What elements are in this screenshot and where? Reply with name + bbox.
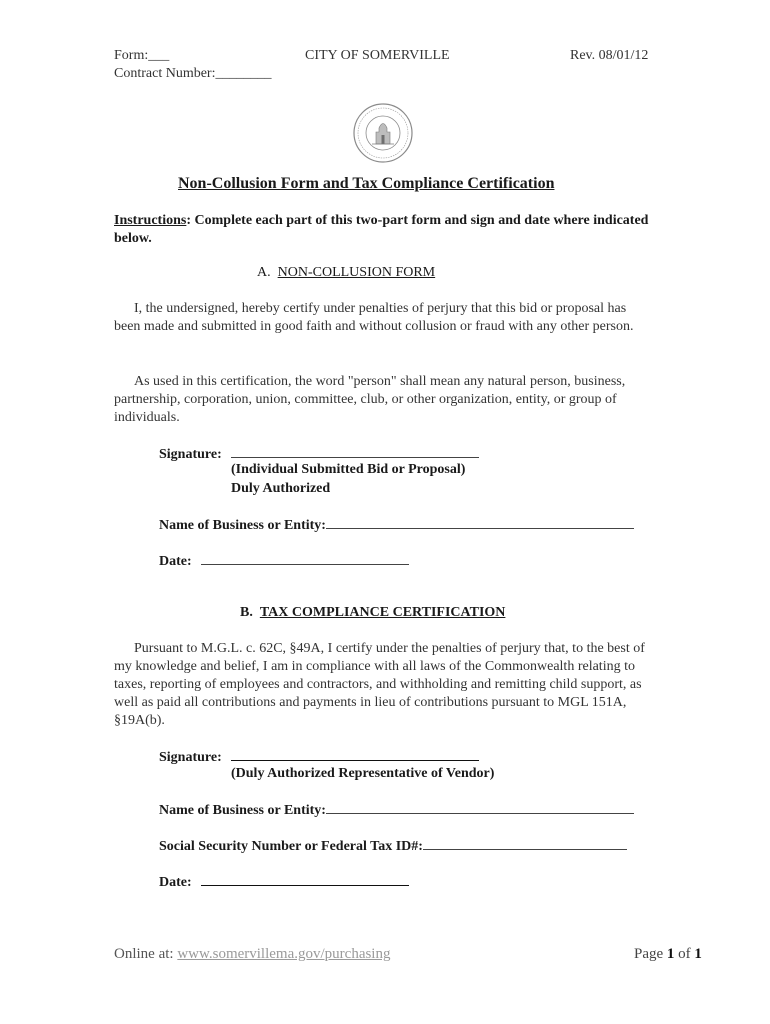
instructions-label: Instructions (114, 213, 187, 228)
section-b-date-label: Date: (159, 875, 192, 890)
section-a-signature-label: Signature: (159, 447, 222, 462)
section-a-prefix: A. (257, 265, 271, 280)
section-a-heading (257, 265, 435, 281)
section-b-date-line[interactable] (201, 873, 409, 886)
section-b-signature-label: Signature: (159, 750, 222, 765)
section-b-prefix: B. (240, 605, 253, 620)
section-b-taxid-label: Social Security Number or Federal Tax ID#: (159, 839, 423, 854)
footer-online (114, 946, 390, 963)
section-a-paragraph-2: As used in this certification, the word "person" shall mean any natural person, business, partnership, corporation, union, committee, club, or other organization, entity, or group of individuals. (114, 374, 626, 425)
page-total: 1 (694, 946, 702, 962)
section-b-taxid-line[interactable] (423, 837, 627, 850)
section-a-paragraph-1: I, the undersigned, hereby certify under penalties of perjury that this bid or proposal has been made and submitted in good faith and without collusion or fraud with any other person. (114, 301, 634, 334)
section-b-business-row (159, 801, 634, 819)
section-b-date-row (159, 873, 409, 891)
contract-number-label: Contract Number:________ (114, 66, 272, 81)
section-b-paragraph: Pursuant to M.G.L. c. 62C, §49A, I certify under the penalties of perjury that, to the best of my knowledge and belief, I am in compliance with all laws of the Commonwealth relating to taxes, reporting of employees and contractors, and withholding and remitting child support, as well as paid all contributions and payments in lieu of contributions pursuant to MGL 151A, §19A(b). (114, 641, 645, 728)
section-a-date-label: Date: (159, 554, 192, 569)
city-name: CITY OF SOMERVILLE (305, 48, 450, 63)
city-seal-icon (352, 102, 414, 164)
section-a-date-line[interactable] (201, 552, 409, 565)
instructions-text: : Complete each part of this two-part form and sign and date where indicated below. (114, 213, 649, 246)
section-a-business-line[interactable] (326, 516, 634, 529)
section-a-business-row (159, 516, 634, 534)
section-a-business-label: Name of Business or Entity: (159, 518, 326, 533)
section-b-signature-note: (Duly Authorized Representative of Vendor) (231, 766, 495, 781)
revision-date: Rev. 08/01/12 (570, 48, 649, 63)
section-b-title: TAX COMPLIANCE CERTIFICATION (259, 605, 506, 620)
section-a-signature-note-1: (Individual Submitted Bid or Proposal) (231, 462, 466, 477)
section-b-business-label: Name of Business or Entity: (159, 803, 326, 818)
section-a-signature-note-2: Duly Authorized (231, 481, 331, 496)
section-b-business-line[interactable] (326, 801, 634, 814)
section-b-taxid-row (159, 837, 627, 855)
page-prefix: Page (634, 946, 664, 962)
page-current: 1 (666, 946, 675, 962)
section-b-signature-line[interactable] (231, 748, 479, 761)
section-b-signature-row (159, 748, 479, 766)
footer-page-number (634, 946, 702, 963)
page-of: of (678, 946, 691, 962)
form-number-label: Form:___ (114, 48, 170, 63)
section-a-signature-line[interactable] (231, 445, 479, 458)
footer-purchasing-link[interactable]: www.somervillema.gov/purchasing (177, 946, 391, 962)
section-a-title: NON-COLLUSION FORM (277, 265, 436, 280)
footer-online-label: Online at: (114, 946, 174, 962)
page-title: Non-Collusion Form and Tax Compliance Certification (178, 175, 555, 192)
section-b-heading (240, 605, 505, 621)
section-a-signature-row (159, 445, 479, 463)
instructions (114, 212, 654, 248)
section-a-date-row (159, 552, 409, 570)
